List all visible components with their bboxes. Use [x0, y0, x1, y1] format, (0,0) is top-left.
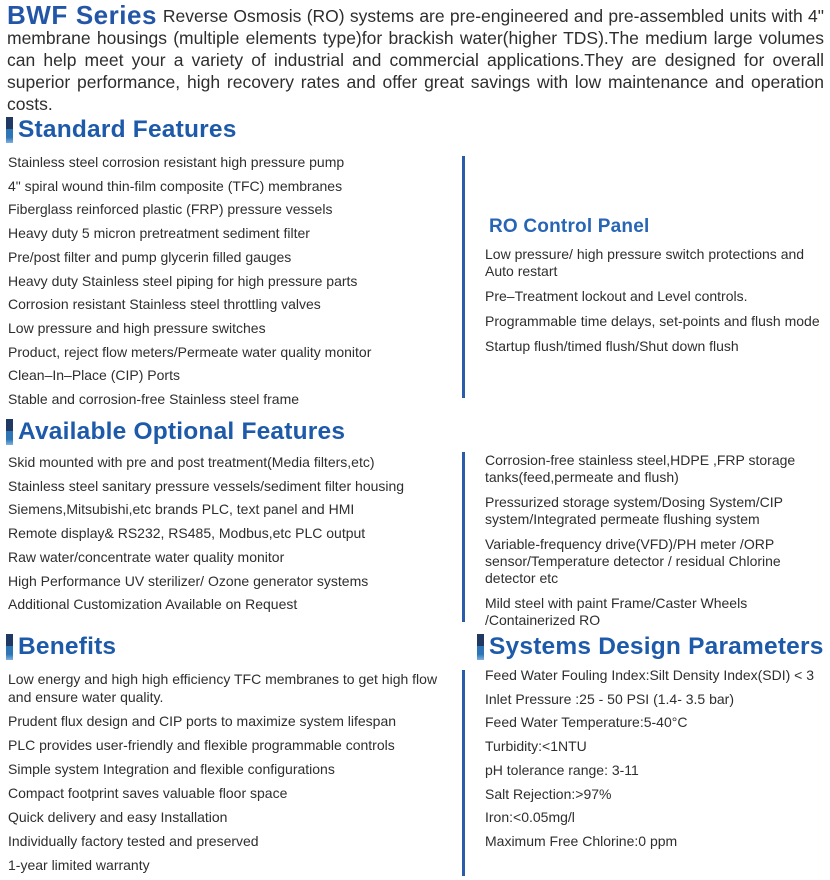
ro-control-panel-list — [485, 246, 825, 363]
list-item: PLC provides user-friendly and flexible programmable controls — [8, 737, 395, 753]
list-item: Corrosion-free stainless steel,HDPE ,FRP storage tanks(feed,permeate and flush) — [485, 452, 796, 485]
list-item: Maximum Free Chlorine:0 ppm — [485, 832, 678, 849]
list-item: Low pressure/ high pressure switch protections and Auto restart — [485, 246, 805, 279]
list-item: Stainless steel sanitary pressure vessels/sediment filter housing — [8, 477, 405, 494]
section-header-optional-features — [6, 417, 345, 447]
list-item: Turbidity:<1NTU — [485, 738, 587, 755]
list-item: Feed Water Fouling Index:Silt Density Index(SDI) < 3 — [485, 667, 815, 683]
list-item: Low energy and high high efficiency TFC membranes to get high flow and ensure water quality. — [8, 671, 438, 705]
section-bar-icon — [6, 419, 13, 445]
list-item: Pre/post filter and pump glycerin filled gauges — [8, 248, 292, 265]
optional-features-right-list — [485, 452, 830, 637]
list-item: 1-year limited warranty — [8, 857, 150, 873]
list-item: Pressurized storage system/Dosing System/CIP system/Integrated permeate flushing system — [485, 494, 783, 527]
vertical-divider — [462, 670, 465, 876]
section-title-standard-features: Standard Features — [18, 116, 237, 143]
section-header-standard-features — [6, 115, 237, 145]
design-parameters-list — [485, 664, 830, 854]
list-item: Corrosion resistant Stainless steel throttling valves — [8, 296, 321, 313]
list-item: 4" spiral wound thin-film composite (TFC) membranes — [8, 177, 343, 194]
list-item: Stable and corrosion-free Stainless steel frame — [8, 391, 300, 408]
list-item: Stainless steel corrosion resistant high pressure pump — [8, 154, 345, 170]
list-item: Remote display& RS232, RS485, Modbus,etc PLC output — [8, 525, 366, 542]
list-item: Additional Customization Available on Request — [8, 596, 298, 613]
list-item: Simple system Integration and flexible configurations — [8, 761, 335, 777]
list-item: Pre–Treatment lockout and Level controls. — [485, 288, 748, 304]
list-item: Clean–In–Place (CIP) Ports — [8, 367, 180, 384]
section-title-design-parameters: Systems Design Parameters — [489, 633, 824, 660]
intro-text: Reverse Osmosis (RO) systems are pre-engineered and pre-assembled units with 4" membrane housings (multiple elements type)for brackish water(higher TDS).The medium large volumes can help meet your a variety of industrial and commercial applications.They are designed for overall superior performance, high recovery rates and offer great savings with low maintenance and operation costs. — [7, 6, 824, 114]
list-item: Individually factory tested and preserved — [8, 833, 259, 849]
list-item: Low pressure and high pressure switches — [8, 319, 266, 336]
list-item: Programmable time delays, set-points and flush mode — [485, 313, 820, 329]
list-item: Quick delivery and easy Installation — [8, 809, 228, 825]
section-bar-icon — [477, 634, 484, 660]
list-item: pH tolerance range: 3-11 — [485, 761, 639, 778]
list-item: Variable-frequency drive(VFD)/PH meter /ORP sensor/Temperature detector / residual Chlorine detector etc — [485, 536, 781, 586]
list-item: Siemens,Mitsubishi,etc brands PLC, text panel and HMI — [8, 501, 355, 518]
list-item: Product, reject flow meters/Permeate water quality monitor — [8, 343, 372, 360]
list-item: Raw water/concentrate water quality monitor — [8, 548, 285, 565]
list-item: High Performance UV sterilizer/ Ozone generator systems — [8, 572, 369, 589]
section-bar-icon — [6, 117, 13, 143]
list-item: Skid mounted with pre and post treatment(Media filters,etc) — [8, 454, 375, 470]
series-title: BWF Series — [7, 0, 157, 30]
intro-paragraph — [7, 0, 824, 115]
list-item: Heavy duty 5 micron pretreatment sediment filter — [8, 225, 310, 242]
benefits-list — [8, 670, 460, 880]
standard-features-list — [8, 151, 458, 412]
list-item: Salt Rejection:>97% — [485, 785, 612, 802]
section-bar-icon — [6, 634, 13, 660]
vertical-divider — [462, 452, 465, 622]
list-item: Fiberglass reinforced plastic (FRP) pressure vessels — [8, 201, 333, 218]
ro-control-panel-title: RO Control Panel — [489, 216, 650, 237]
list-item: Prudent flux design and CIP ports to maximize system lifespan — [8, 713, 397, 729]
vertical-divider — [462, 156, 465, 398]
list-item: Heavy duty Stainless steel piping for high pressure parts — [8, 272, 358, 289]
list-item: Compact footprint saves valuable floor space — [8, 785, 288, 801]
list-item: Startup flush/timed flush/Shut down flush — [485, 338, 739, 354]
list-item: Inlet Pressure :25 - 50 PSI (1.4- 3.5 bar) — [485, 690, 735, 707]
section-title-benefits: Benefits — [18, 633, 117, 660]
section-title-optional-features: Available Optional Features — [18, 418, 346, 445]
section-header-benefits — [6, 632, 116, 662]
list-item: Iron:<0.05mg/l — [485, 809, 575, 826]
optional-features-left-list — [8, 451, 458, 617]
list-item: Mild steel with paint Frame/Caster Wheels /Containerized RO — [485, 595, 748, 628]
section-header-design-parameters — [477, 632, 824, 662]
list-item: Feed Water Temperature:5-40°C — [485, 714, 688, 731]
